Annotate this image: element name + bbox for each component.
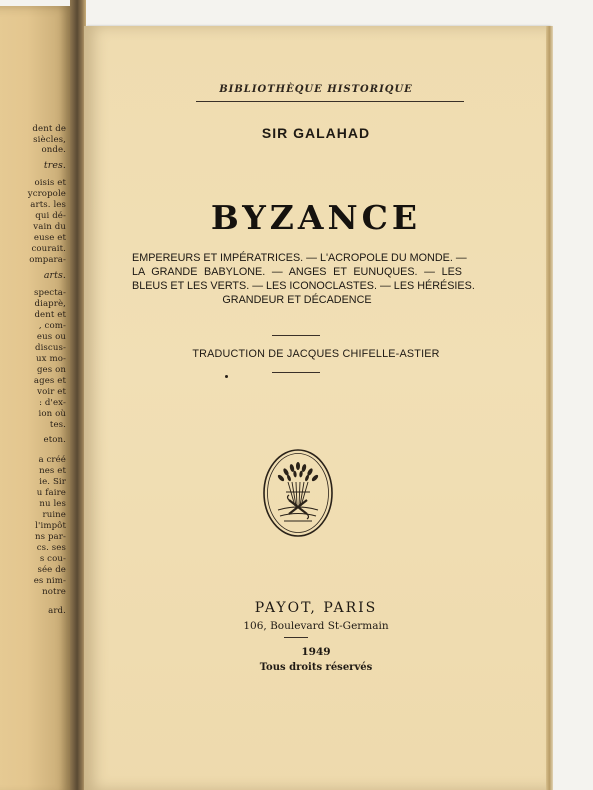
left-page-line: dent de <box>32 124 66 134</box>
left-page-line: vain du <box>33 222 66 232</box>
left-page-line: voir et <box>37 387 66 397</box>
left-page-line: u faire <box>36 488 66 498</box>
left-page-line: es nim- <box>33 576 66 586</box>
left-page-line: a créé <box>38 455 66 465</box>
left-page-line: eton. <box>43 435 66 445</box>
left-page-line: nu les <box>39 499 66 509</box>
left-page-line: siècles, <box>33 135 66 145</box>
left-page-line: ux mo- <box>36 354 66 364</box>
subtitle-line: GRANDEUR ET DÉCADENCE <box>222 294 372 306</box>
publication-year: 1949 <box>301 646 331 658</box>
left-page-line: ard. <box>48 606 66 616</box>
divider-rule <box>272 335 320 336</box>
left-page-line: nes et <box>39 466 66 476</box>
subtitle-line: BLEUS ET LES VERTS. — LES ICONOCLASTES. — LES HÉRÉSIES. <box>132 280 475 292</box>
left-page-line: tes. <box>49 420 66 430</box>
translator-credit: TRADUCTION DE JACQUES CHIFELLE-ASTIER <box>192 348 440 360</box>
left-page-line: sée de <box>37 565 66 575</box>
left-page-line: ruine <box>42 510 66 520</box>
left-page-line: courait. <box>31 244 66 254</box>
left-page-line: dent et <box>34 310 66 320</box>
left-page-line: l'impôt <box>35 521 66 531</box>
left-page-line: : d'ex- <box>39 398 66 408</box>
left-page-line: onde. <box>41 145 66 155</box>
left-page-line: discus- <box>34 343 66 353</box>
wheat-sheaf-emblem <box>262 448 334 538</box>
left-page-line: cs. ses <box>36 543 66 553</box>
subtitle-line: LA GRANDE BABYLONE. — ANGES ET EUNUQUES. — LES <box>132 266 462 278</box>
left-page-line: ion où <box>38 409 66 419</box>
left-page-line: specta- <box>34 288 66 298</box>
publisher-address: 106, Boulevard St-Germain <box>243 620 389 632</box>
left-page-line: arts. <box>43 270 66 281</box>
left-page-line: qui dé- <box>35 211 66 221</box>
series-name: BIBLIOTHÈQUE HISTORIQUE <box>219 84 413 95</box>
book-title: BYZANCE <box>210 198 422 237</box>
publisher-name: PAYOT, PARIS <box>254 600 378 616</box>
divider-rule <box>284 637 308 638</box>
left-page-line: ns par- <box>34 532 66 542</box>
subtitle-line: EMPEREURS ET IMPÉRATRICES. — L'ACROPOLE DU MONDE. — <box>132 252 467 264</box>
left-page-line: ycropole <box>27 189 66 199</box>
left-page-line: , com- <box>38 321 66 331</box>
rights-notice: Tous droits réservés <box>259 662 373 673</box>
left-page-line: arts. les <box>30 200 66 210</box>
divider-rule <box>272 372 320 373</box>
left-page-line: euse et <box>33 233 66 243</box>
left-page-line: ie. Sir <box>39 477 66 487</box>
left-page-line: ompara- <box>29 255 66 265</box>
left-page-line: eus ou <box>36 332 66 342</box>
series-rule <box>196 101 464 102</box>
left-page-line: s cou- <box>39 554 66 564</box>
left-page-line: tres. <box>43 160 66 171</box>
left-page-line: notre <box>42 587 66 597</box>
left-page-line: oisis et <box>34 178 66 188</box>
author-name: SIR GALAHAD <box>261 125 371 141</box>
ink-dot <box>225 375 228 378</box>
left-page-line: ages et <box>33 376 66 386</box>
left-page-line: diaprè, <box>34 299 66 309</box>
left-page-line: ges on <box>36 365 66 375</box>
